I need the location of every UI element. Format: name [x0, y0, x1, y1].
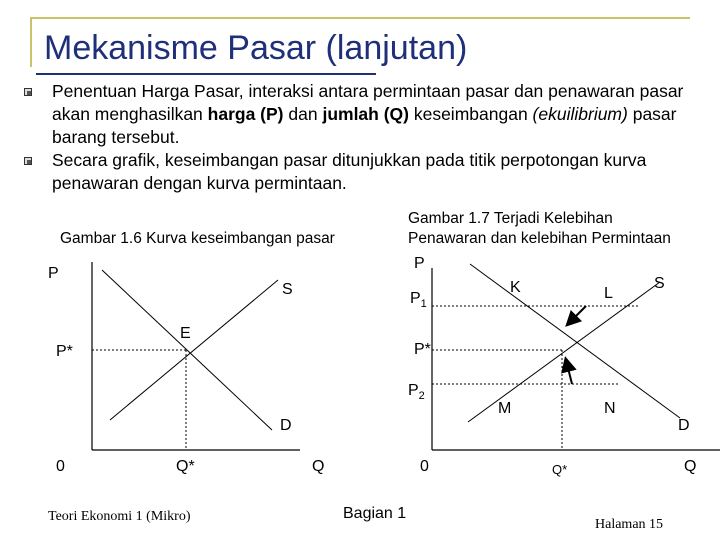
- right-origin-label: 0: [420, 458, 429, 475]
- bullet-1-bold-quantity: jumlah (Q): [322, 104, 409, 124]
- right-k-label: K: [510, 279, 521, 296]
- bullet-1-italic: (ekuilibrium): [532, 104, 628, 124]
- figure-left-caption: Gambar 1.6 Kurva keseimbangan pasar: [60, 230, 335, 247]
- footer-course-name: Teori Ekonomi 1 (Mikro): [48, 509, 191, 524]
- right-shortage-arrow: [566, 360, 572, 384]
- left-p-axis-label: P: [48, 265, 59, 282]
- left-p-star-label: P*: [56, 343, 73, 360]
- right-demand-label: D: [678, 417, 690, 434]
- bullet-1-text-c: keseimbangan: [408, 104, 533, 124]
- figure-left-diagram: [92, 262, 300, 450]
- figure-right-diagram: [432, 264, 720, 450]
- bullet-1-text-a: Penentuan Harga Pasar, interaksi antara permintaan pasar dan penawaran pasar akan menghasilkan: [52, 81, 684, 124]
- bullet-2-text: Secara grafik, keseimbangan pasar ditunjukkan pada titik perpotongan kurva penawaran dengan kurva permintaan.: [52, 150, 647, 193]
- right-p1-text: P: [410, 290, 421, 307]
- right-p2-subscript: 2: [418, 390, 425, 402]
- right-supply-curve: [468, 282, 660, 422]
- right-n-label: N: [604, 400, 616, 417]
- right-q-star-label: Q*: [552, 462, 568, 477]
- left-supply-label: S: [282, 281, 293, 298]
- right-p-axis-label: P: [414, 255, 425, 272]
- right-demand-curve: [470, 264, 680, 418]
- right-q-axis-label: Q: [684, 458, 697, 475]
- left-q-star-label: Q*: [176, 458, 195, 475]
- title-main: Mekanisme Pasar: [44, 29, 317, 67]
- left-q-axis-label: Q: [312, 458, 325, 475]
- right-p1-label: [410, 290, 427, 310]
- right-p1-subscript: 1: [420, 298, 427, 310]
- figure-right-caption-line-1: Gambar 1.7 Terjadi Kelebihan: [408, 210, 613, 227]
- left-equilibrium-label: E: [180, 325, 191, 342]
- right-supply-label: S: [654, 275, 665, 292]
- right-p2-text: P: [408, 382, 419, 399]
- footer-section: Bagian 1: [343, 505, 407, 522]
- figure-right-caption-line-2: Penawaran dan kelebihan Permintaan: [408, 230, 671, 247]
- right-surplus-arrow: [568, 306, 586, 324]
- left-demand-label: D: [280, 417, 292, 434]
- right-m-label: M: [498, 400, 512, 417]
- bullet-1-text-d: pasar barang tersebut.: [52, 104, 677, 147]
- right-l-label: L: [604, 285, 613, 302]
- right-p-star-label: P*: [414, 341, 431, 358]
- footer-page-number: Halaman 15: [595, 517, 664, 532]
- bullet-1-bold-price: harga (P): [207, 104, 284, 124]
- right-p2-label: [408, 382, 425, 402]
- left-origin-label: 0: [56, 458, 65, 475]
- title-suffix: (lanjutan): [316, 29, 468, 67]
- bullet-1-text-b: dan: [283, 104, 323, 124]
